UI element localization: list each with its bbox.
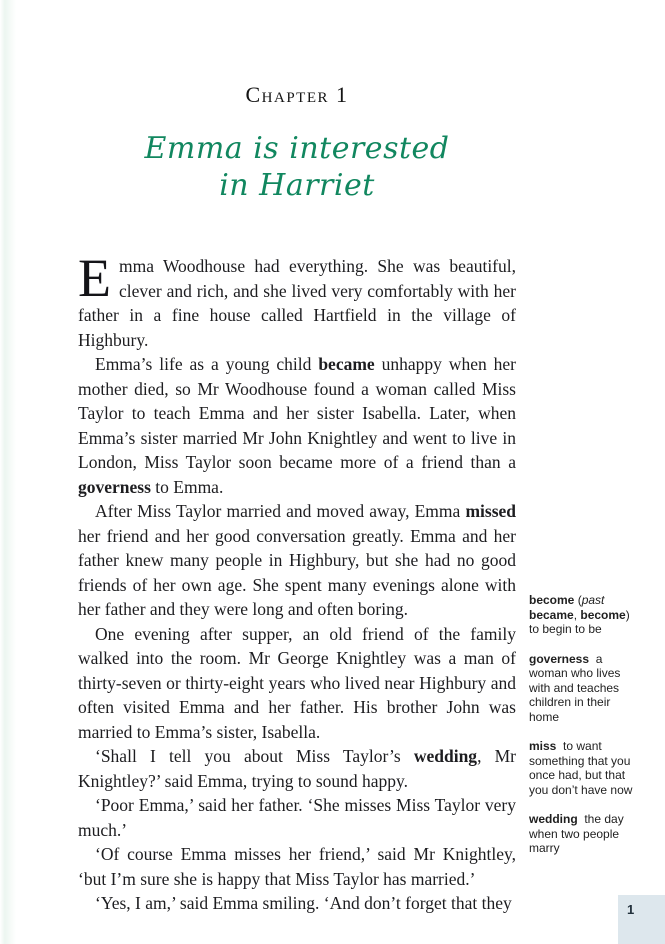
- text-segment: governess: [529, 651, 590, 666]
- text-segment: Emma’s life as a young child: [95, 354, 319, 374]
- text-segment: mma Woodhouse had everything. She was beautiful, clever and rich, and she lived very comfortably with her father in a fine house called Hartfield in the village of Highbury.: [78, 256, 516, 350]
- text-segment: ‘Poor Emma,’ said her father. ‘She misses Miss Taylor very much.’: [78, 795, 516, 840]
- text-segment: ,: [573, 607, 581, 622]
- text-segment: ‘Yes, I am,’ said Emma smiling. ‘And don’t forget that they: [95, 893, 512, 913]
- paragraph: [78, 744, 516, 793]
- paragraph: [78, 891, 516, 916]
- main-text-column: [78, 0, 516, 916]
- text-segment: After Miss Taylor married and moved away, Emma: [95, 501, 466, 521]
- page-number-block: [618, 895, 665, 944]
- chapter-title-line1: Emma is interested: [144, 131, 450, 166]
- text-segment: unhappy when her mother died, so Mr Woodhouse found a woman called Miss Taylor to teach Emma and her sister Isabella. Later, when Emma’s sister married Mr John Knightley and went to live in London, Miss Taylor soon became more of a friend than a: [78, 354, 516, 472]
- glossary-sidebar: [529, 593, 643, 871]
- text-segment: to want something that you once had, but that you don’t have now: [529, 739, 633, 797]
- text-segment: a woman who lives with and teaches children in their home: [529, 651, 621, 724]
- paragraph: [78, 352, 516, 499]
- page-gutter-shading: [0, 0, 16, 944]
- glossary-entry-governess: [529, 652, 643, 725]
- paragraph: [78, 793, 516, 842]
- text-segment: governess: [78, 476, 151, 497]
- chapter-title-line2: in Harriet: [219, 168, 375, 203]
- paragraph: [78, 248, 516, 352]
- text-segment: wedding: [413, 746, 478, 766]
- text-segment: , Mr Knightley?’ said Emma, trying to sound happy.: [78, 746, 517, 791]
- text-segment: wedding: [529, 812, 578, 826]
- text-segment: missed: [465, 501, 516, 521]
- drop-cap: E: [78, 248, 111, 308]
- text-segment: become: [529, 593, 575, 607]
- text-segment: One evening after supper, an old friend of the family walked into the room. Mr George Knightley was a man of thirty-seven or thirty-eight years who lived near Highbury and often visited Emma and her father. His brother John was married to Emma’s sister, Isabella.: [78, 623, 516, 742]
- text-segment: the day when two people marry: [529, 812, 624, 855]
- text-segment: (: [574, 593, 582, 607]
- chapter-title: [78, 130, 516, 204]
- paragraph: [78, 622, 516, 745]
- text-segment: ‘Of course Emma misses her friend,’ said Mr Knightley, ‘but I’m sure she is happy that Miss Taylor has married.’: [78, 844, 516, 889]
- glossary-entry-become: [529, 593, 643, 637]
- page-number: 1: [627, 902, 635, 917]
- chapter-heading: Chapter 1: [245, 82, 349, 107]
- text-segment: her friend and her good conversation greatly. Emma and her father knew many people in Highbury, but she had no good friends of her own age. She spent many evenings alone with her father and they were long and often boring.: [78, 525, 516, 619]
- text-segment: became: [318, 354, 375, 374]
- paragraph: [78, 499, 516, 622]
- text-segment: past: [581, 593, 605, 607]
- text-segment: became: [529, 607, 574, 622]
- text-segment: miss: [529, 739, 557, 753]
- glossary-entry-miss: [529, 739, 643, 797]
- paragraph: [78, 842, 516, 891]
- text-segment: ‘Shall I tell you about Miss Taylor’s: [95, 746, 414, 766]
- text-segment: to Emma.: [150, 476, 224, 497]
- glossary-entry-wedding: [529, 812, 643, 856]
- story-text: [78, 248, 517, 916]
- text-segment: ) to begin to be: [529, 607, 630, 636]
- text-segment: become: [580, 607, 626, 622]
